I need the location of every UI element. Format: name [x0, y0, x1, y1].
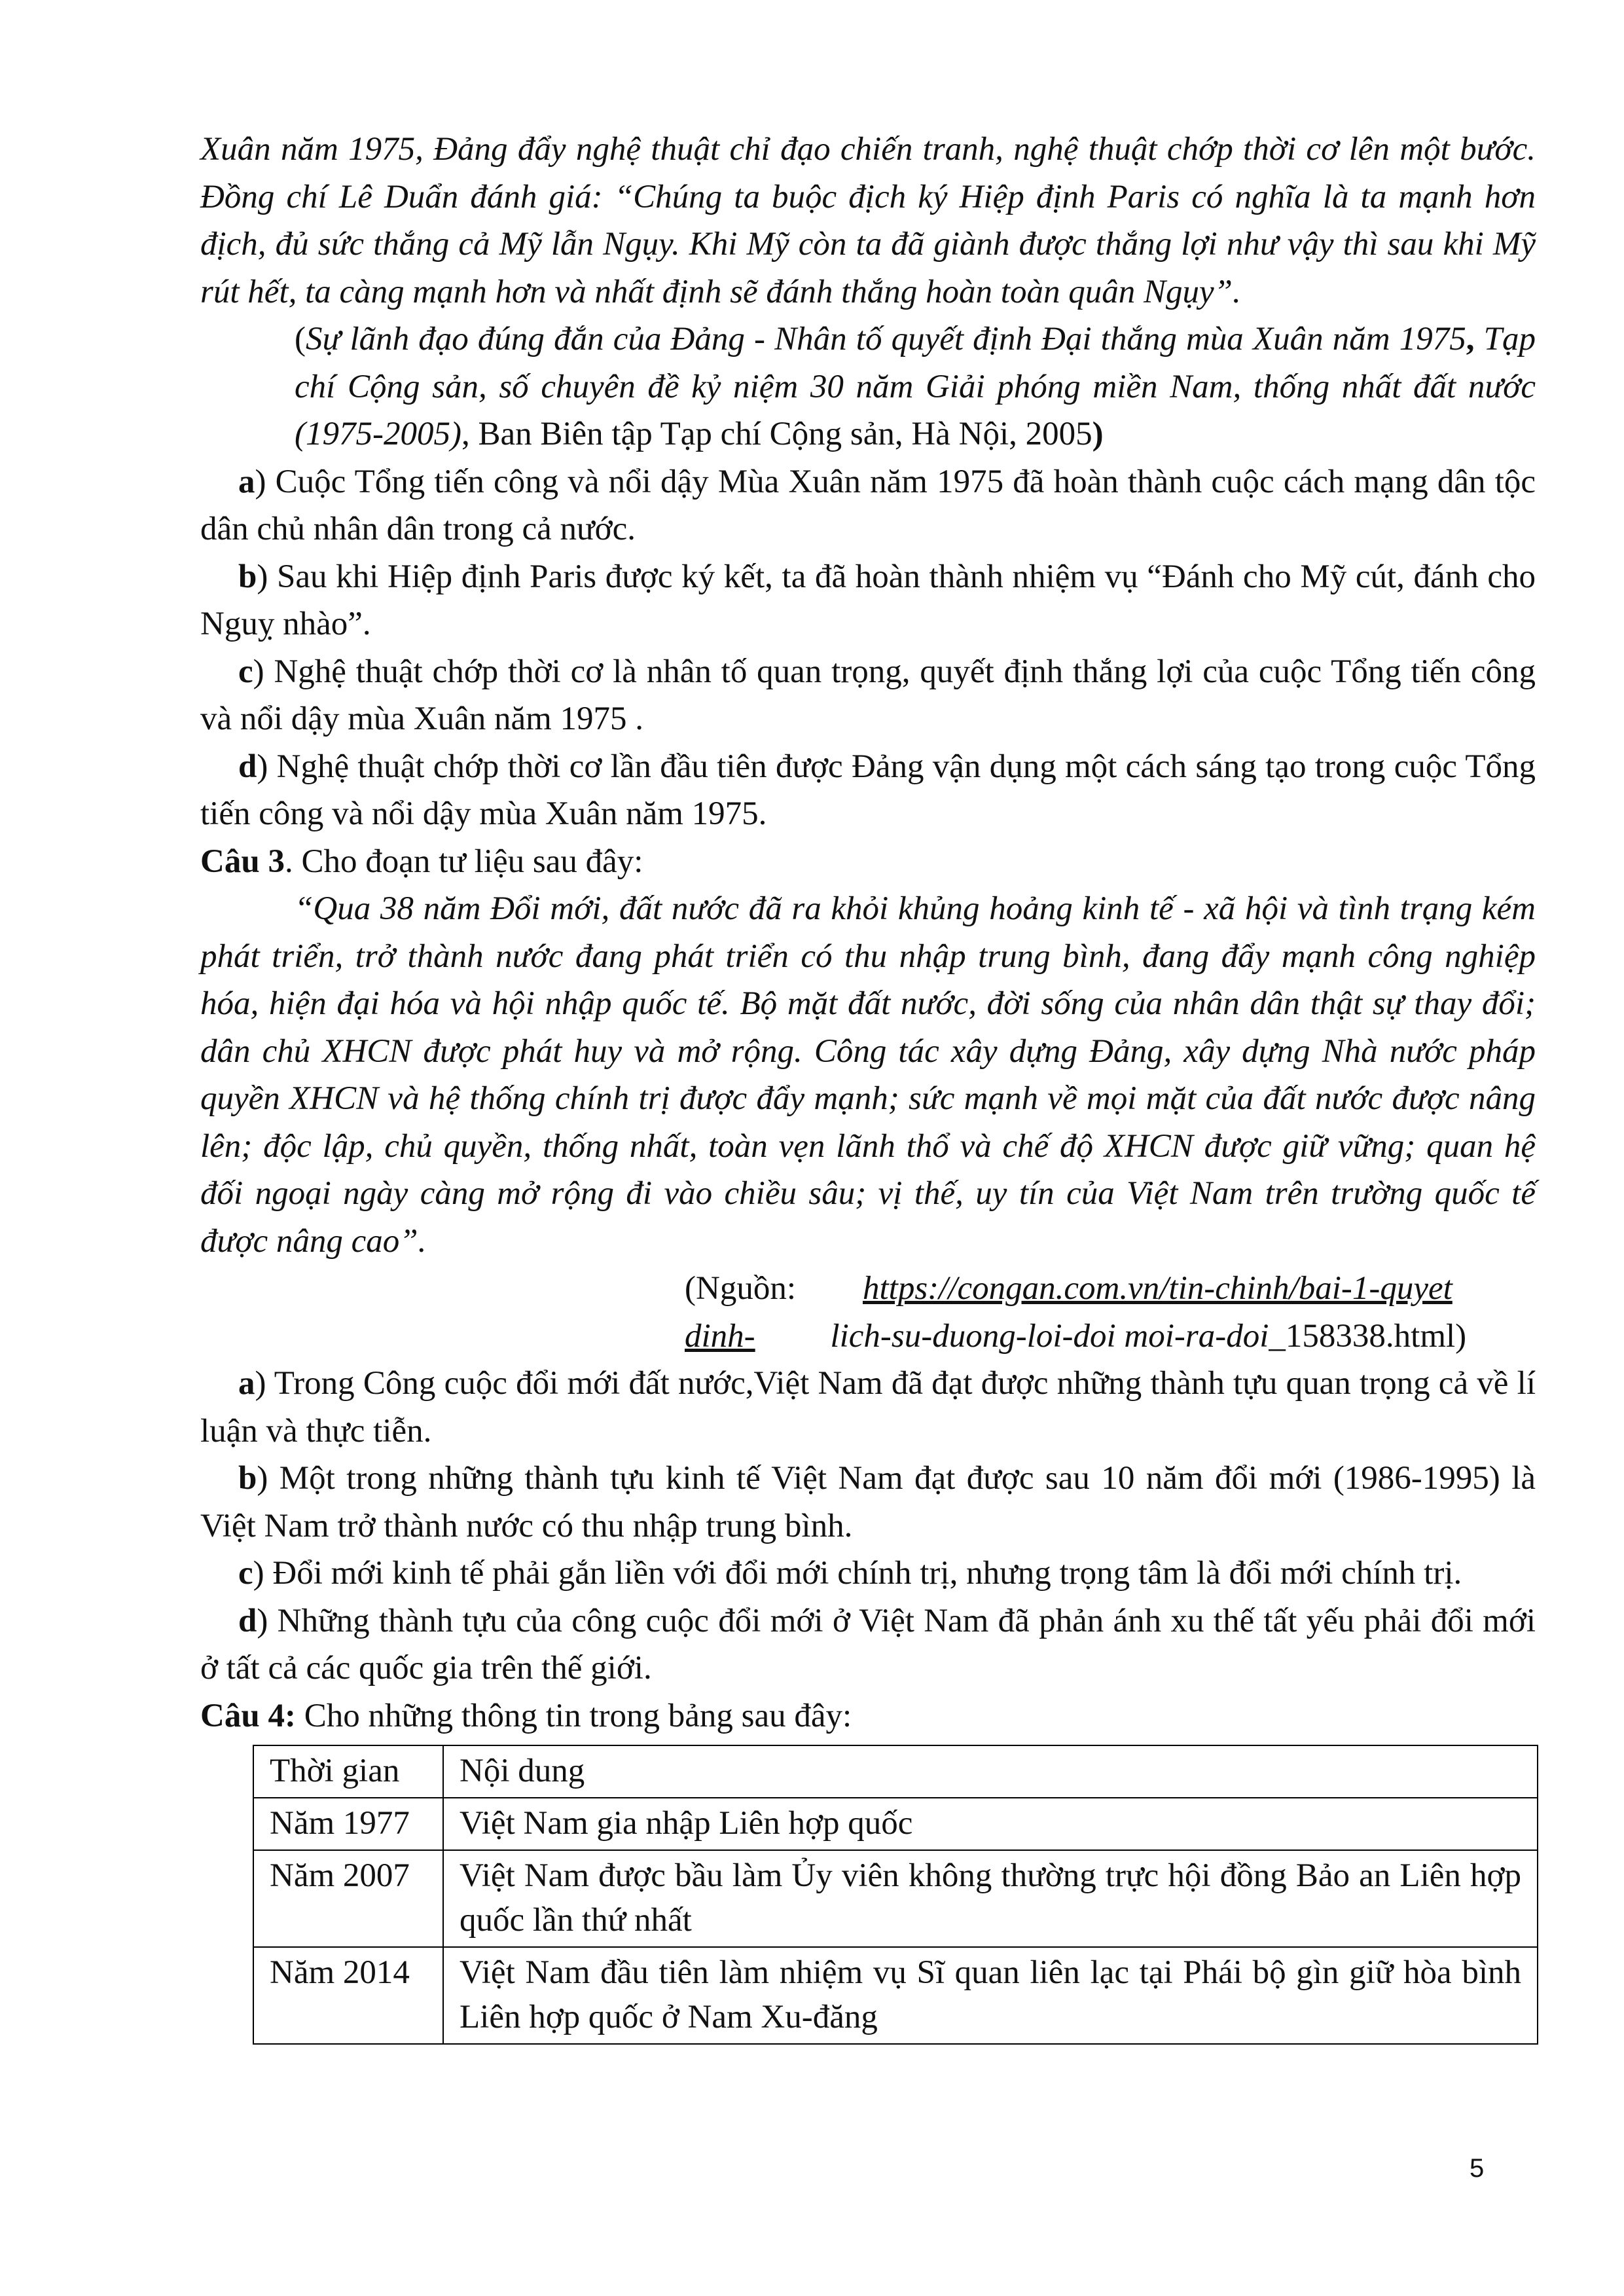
q4-prompt: Cho những thông tin trong bảng sau đây:: [295, 1697, 852, 1734]
source-journal: Tạp chí Cộng sản, số chuyên đề kỷ niệm 30 năm Giải phóng miền Nam, thống nhất đất nước (1975-2005): [295, 321, 1536, 452]
source-publisher: , Ban Biên tập Tạp chí Cộng sản, Hà Nội, 2005: [461, 416, 1092, 452]
table-header-cell: Thời gian: [253, 1745, 443, 1798]
page-content: [200, 126, 1536, 2045]
q4-heading: [200, 1692, 1536, 1740]
page-number: 5: [1470, 2154, 1485, 2183]
q2-statement-c: c) Nghệ thuật chớp thời cơ là nhân tố quan trọng, quyết định thắng lợi của cuộc Tổng tiến công và nổi dậy mùa Xuân năm 1975 .: [200, 653, 1536, 737]
table-header-cell: Nội dung: [443, 1745, 1538, 1798]
q3-prompt: . Cho đoạn tư liệu sau đây:: [284, 843, 643, 880]
table-row: [253, 1798, 1538, 1850]
q3-statement-d: d) Những thành tựu của công cuộc đổi mới ở Việt Nam đã phản ánh xu thế tất yếu phải đổi mới ở tất cả các quốc gia trên thế giới.: [200, 1602, 1536, 1686]
q3-heading: [200, 838, 1536, 886]
table-cell-year: Năm 2014: [253, 1947, 443, 2044]
table-cell-content: Việt Nam đầu tiên làm nhiệm vụ Sĩ quan liên lạc tại Phái bộ gìn giữ hòa bình Liên hợp quốc ở Nam Xu-đăng: [443, 1947, 1538, 2044]
table-cell-year: Năm 2007: [253, 1850, 443, 1947]
table-row: [253, 1850, 1538, 1947]
table-cell-content: Việt Nam được bầu làm Ủy viên không thường trực hội đồng Bảo an Liên hợp quốc lần thứ nhất: [443, 1850, 1538, 1947]
table-header-row: [253, 1745, 1538, 1798]
q3-statement-b: b) Một trong những thành tựu kinh tế Việt Nam đạt được sau 10 năm đổi mới (1986-1995) là Việt Nam trở thành nước có thu nhập trung bình.: [200, 1460, 1536, 1544]
table-row: [253, 1947, 1538, 2044]
q3-quote: “Qua 38 năm Đổi mới, đất nước đã ra khỏi khủng hoảng kinh tế - xã hội và tình trạng kém phát triển, trở thành nước đang phát triển có thu nhập trung bình, đang đẩy mạnh công nghiệp hóa, hiện đại hóa và hội nhập quốc tế. Bộ mặt đất nước, đời sống của nhân dân thật sự thay đổi; dân chủ XHCN được phát huy và mở rộng. Công tác xây dựng Đảng, xây dựng Nhà nước pháp quyền XHCN và hệ thống chính trị được đẩy mạnh; sức mạnh về mọi mặt của đất nước được nâng lên; độc lập, chủ quyền, thống nhất, toàn vẹn lãnh thổ và chế độ XHCN được giữ vững; quan hệ đối ngoại ngày càng mở rộng đi vào chiều sâu; vị thế, uy tín của Việt Nam trên trường quốc tế được nâng cao”.: [200, 890, 1536, 1260]
passage-source-citation: (Sự lãnh đạo đúng đắn của Đảng - Nhân tố quyết định Đại thắng mùa Xuân năm 1975, Tạp chí Cộng sản, số chuyên đề kỷ niệm 30 năm Giải phóng miền Nam, thống nhất đất nước (1975-2005), Ban Biên tập Tạp chí Cộng sản, Hà Nội, 2005): [295, 321, 1536, 452]
q3-label: Câu 3: [200, 843, 285, 880]
q3-statement-a: a) Trong Công cuộc đổi mới đất nước,Việt Nam đã đạt được những thành tựu quan trọng cả về lí luận và thực tiễn.: [200, 1365, 1536, 1449]
q3-source-link[interactable]: https://congan.com.vn/tin-chinh/bai-1-quyet: [862, 1270, 1453, 1307]
q3-statement-c: c) Đổi mới kinh tế phải gắn liền với đổi mới chính trị, nhưng trọng tâm là đổi mới chính trị.: [238, 1555, 1462, 1592]
table-cell-content: Việt Nam gia nhập Liên hợp quốc: [443, 1798, 1538, 1850]
q2-statement-b: b) Sau khi Hiệp định Paris được ký kết, ta đã hoàn thành nhiệm vụ “Đánh cho Mỹ cút, đánh cho Nguỵ nhào”.: [200, 558, 1536, 642]
timeline-table: [253, 1745, 1538, 2045]
q3-source: (Nguồn: https://congan.com.vn/tin-chinh/bai-1-quyet dinh- lich-su-duong-loi-doi moi-ra-doi_158338.html): [685, 1270, 1467, 1355]
source-title: Sự lãnh đạo đúng đắn của Đảng - Nhân tố quyết định Đại thắng mùa Xuân năm 1975: [305, 321, 1466, 357]
passage-continuation: Xuân năm 1975, Đảng đẩy nghệ thuật chỉ đạo chiến tranh, nghệ thuật chớp thời cơ lên một bước. Đồng chí Lê Duẩn đánh giá: “Chúng ta buộc địch ký Hiệp định Paris có nghĩa là ta mạnh hơn địch, đủ sức thắng cả Mỹ lẫn Ngụy. Khi Mỹ còn ta đã giành được thắng lợi như vậy thì sau khi Mỹ rút hết, ta càng mạnh hơn và nhất định sẽ đánh thắng hoàn toàn quân Ngụy”.: [200, 131, 1536, 310]
q2-statement-d: d) Nghệ thuật chớp thời cơ lần đầu tiên được Đảng vận dụng một cách sáng tạo trong cuộc Tổng tiến công và nổi dậy mùa Xuân năm 1975.: [200, 748, 1536, 832]
table-cell-year: Năm 1977: [253, 1798, 443, 1850]
q2-statement-a: a) Cuộc Tổng tiến công và nổi dậy Mùa Xuân năm 1975 đã hoàn thành cuộc cách mạng dân tộc dân chủ nhân dân trong cả nước.: [200, 463, 1536, 547]
q4-label: Câu 4:: [200, 1697, 296, 1734]
